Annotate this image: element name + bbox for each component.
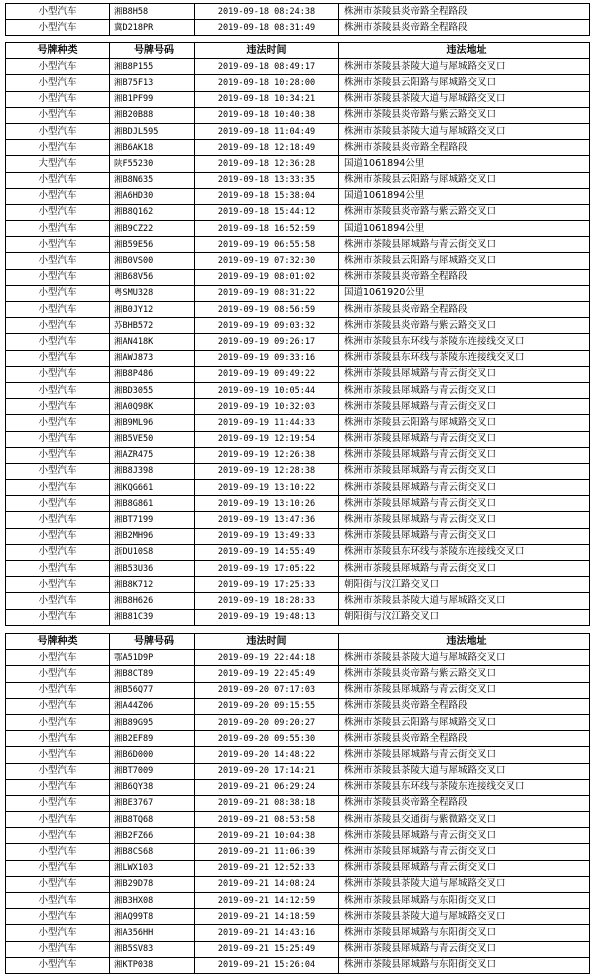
table-header-row [6,43,590,59]
violation-time-cell: 2019-09-18 08:49:17 [195,59,339,75]
vehicle-type-cell: 小型汽车 [6,561,110,577]
violation-time-cell: 2019-09-21 14:08:24 [195,876,339,892]
violation-address-cell: 株洲市茶陵县茶陵大道与犀城路交叉口 [339,91,590,107]
violation-time-cell: 2019-09-19 09:33:16 [195,350,339,366]
violation-address-cell: 株洲市茶陵县犀城路与青云街交叉口 [339,528,590,544]
violation-time-cell: 2019-09-19 19:48:13 [195,609,339,625]
violation-address-cell: 朝阳街与汶江路交叉口 [339,609,590,625]
plate-number-cell: 湘B53U36 [110,561,195,577]
vehicle-type-cell: 小型汽车 [6,302,110,318]
table-row [6,747,590,763]
vehicle-type-cell: 小型汽车 [6,4,110,20]
violation-address-cell: 株洲市茶陵县炎帝路全程路段 [339,140,590,156]
vehicle-type-cell: 小型汽车 [6,650,110,666]
plate-number-cell: 陕F55230 [110,156,195,172]
table-row [6,123,590,139]
violation-address-cell: 株洲市茶陵县犀城路与东阳街交叉口 [339,893,590,909]
vehicle-type-cell: 小型汽车 [6,698,110,714]
plate-number-cell: 鄂A51D9P [110,650,195,666]
violation-time-cell: 2019-09-18 10:34:21 [195,91,339,107]
plate-number-cell: 浙DU10S8 [110,544,195,560]
vehicle-type-cell: 小型汽车 [6,463,110,479]
table-header-row [6,634,590,650]
table-row [6,876,590,892]
table-row [6,957,590,973]
plate-number-cell: 湘BDJL595 [110,123,195,139]
vehicle-type-cell: 小型汽车 [6,795,110,811]
violation-address-cell: 株洲市茶陵县犀城路与青云街交叉口 [339,561,590,577]
violation-address-cell: 株洲市茶陵县云阳路与犀城路交叉口 [339,714,590,730]
violation-address-cell: 株洲市茶陵县炎帝路与紫云路交叉口 [339,107,590,123]
table-row [6,172,590,188]
table-row [6,204,590,220]
plate-number-cell: 湘B56Q77 [110,682,195,698]
plate-number-cell: 湘B1PF99 [110,91,195,107]
vehicle-type-cell: 小型汽车 [6,172,110,188]
violation-address-cell: 株洲市茶陵县犀城路与青云街交叉口 [339,860,590,876]
table-row [6,731,590,747]
vehicle-type-cell: 小型汽车 [6,763,110,779]
plate-number-cell: 湘AZR475 [110,447,195,463]
violation-address-cell: 株洲市茶陵县炎帝路与紫云路交叉口 [339,204,590,220]
plate-number-cell: 湘B89G95 [110,714,195,730]
table-row [6,795,590,811]
vehicle-type-cell: 小型汽车 [6,593,110,609]
plate-number-cell: 粤SMU328 [110,285,195,301]
violation-time-cell: 2019-09-18 10:40:38 [195,107,339,123]
violation-address-cell: 株洲市茶陵县茶陵大道与犀城路交叉口 [339,763,590,779]
violation-address-cell: 国道1061894公里 [339,221,590,237]
table-row [6,20,590,36]
plate-number-cell: 湘B29D78 [110,876,195,892]
violation-time-cell: 2019-09-18 11:04:49 [195,123,339,139]
vehicle-type-cell: 小型汽车 [6,747,110,763]
violation-address-cell: 株洲市茶陵县东环线与茶陵东连接线交叉口 [339,334,590,350]
violation-address-cell: 株洲市茶陵县犀城路与青云街交叉口 [339,496,590,512]
plate-number-cell: 湘B8H58 [110,4,195,20]
plate-number-cell: 湘B59E56 [110,237,195,253]
vehicle-type-cell: 小型汽车 [6,415,110,431]
violation-time-cell: 2019-09-19 09:49:22 [195,366,339,382]
vehicle-type-cell: 小型汽车 [6,577,110,593]
violation-time-cell: 2019-09-19 11:44:33 [195,415,339,431]
table-row [6,698,590,714]
violation-time-cell: 2019-09-19 14:55:49 [195,544,339,560]
vehicle-type-cell: 大型汽车 [6,156,110,172]
table-row [6,463,590,479]
plate-number-cell: 湘AN418K [110,334,195,350]
plate-number-cell: 湘A6HD30 [110,188,195,204]
vehicle-type-cell: 小型汽车 [6,828,110,844]
violation-time-cell: 2019-09-21 15:25:49 [195,941,339,957]
table-row [6,714,590,730]
plate-number-cell: 湘B6AK18 [110,140,195,156]
table-row [6,763,590,779]
plate-number-cell: 湘B9CZ22 [110,221,195,237]
table-row [6,366,590,382]
plate-number-cell: 湘AQ99T8 [110,909,195,925]
violation-time-cell: 2019-09-18 08:31:49 [195,20,339,36]
plate-number-cell: 湘B68V56 [110,269,195,285]
vehicle-type-cell: 小型汽车 [6,512,110,528]
table-row [6,682,590,698]
violation-address-cell: 株洲市茶陵县犀城路与青云街交叉口 [339,237,590,253]
vehicle-type-cell: 小型汽车 [6,366,110,382]
violation-time-cell: 2019-09-19 18:28:33 [195,593,339,609]
table-row [6,318,590,334]
violation-address-cell: 株洲市茶陵县东环线与茶陵东连接线交叉口 [339,779,590,795]
violation-table-middle [5,42,590,626]
violation-address-cell: 株洲市茶陵县东环线与茶陵东连接线交叉口 [339,544,590,560]
vehicle-type-cell: 小型汽车 [6,609,110,625]
violation-table-bottom [5,633,590,974]
table-row [6,577,590,593]
vehicle-type-cell: 小型汽车 [6,480,110,496]
violation-time-cell: 2019-09-18 15:44:12 [195,204,339,220]
vehicle-type-cell: 小型汽车 [6,318,110,334]
vehicle-type-cell: 小型汽车 [6,123,110,139]
vehicle-type-cell: 小型汽车 [6,75,110,91]
plate-number-cell: 湘B9ML96 [110,415,195,431]
plate-number-cell: 湘B6QY38 [110,779,195,795]
plate-number-cell: 湘B8K712 [110,577,195,593]
violation-time-cell: 2019-09-20 09:20:27 [195,714,339,730]
vehicle-type-cell: 小型汽车 [6,812,110,828]
plate-number-cell: 湘B6D000 [110,747,195,763]
plate-number-cell: 湘B0VS00 [110,253,195,269]
violation-address-cell: 株洲市茶陵县炎帝路全程路段 [339,269,590,285]
plate-number-cell: 湘B20B88 [110,107,195,123]
violation-address-cell: 株洲市茶陵县茶陵大道与犀城路交叉口 [339,59,590,75]
plate-number-cell: 湘B5SV83 [110,941,195,957]
table-row [6,269,590,285]
table-row [6,496,590,512]
table-row [6,812,590,828]
violation-table-top [5,3,590,36]
violation-address-cell: 株洲市茶陵县东环线与茶陵东连接线交叉口 [339,350,590,366]
vehicle-type-cell: 小型汽车 [6,204,110,220]
vehicle-type-cell: 小型汽车 [6,91,110,107]
table-row [6,941,590,957]
table-row [6,140,590,156]
vehicle-type-cell: 小型汽车 [6,253,110,269]
violation-address-cell: 株洲市茶陵县炎帝路全程路段 [339,698,590,714]
vehicle-type-cell: 小型汽车 [6,334,110,350]
table-row [6,431,590,447]
violation-time-cell: 2019-09-21 11:06:39 [195,844,339,860]
table-row [6,59,590,75]
violation-time-cell: 2019-09-19 08:01:02 [195,269,339,285]
violation-time-cell: 2019-09-20 14:48:22 [195,747,339,763]
violation-address-cell: 株洲市茶陵县交通街与紫微路交叉口 [339,812,590,828]
table-row [6,399,590,415]
violation-address-cell: 株洲市茶陵县茶陵大道与犀城路交叉口 [339,650,590,666]
violation-time-cell: 2019-09-19 22:45:49 [195,666,339,682]
violation-address-cell: 株洲市茶陵县犀城路与东阳街交叉口 [339,957,590,973]
violation-time-cell: 2019-09-21 06:29:24 [195,779,339,795]
vehicle-type-cell: 小型汽车 [6,957,110,973]
violation-address-cell: 株洲市茶陵县犀城路与青云街交叉口 [339,941,590,957]
vehicle-type-cell: 小型汽车 [6,188,110,204]
table-row [6,221,590,237]
vehicle-type-cell: 小型汽车 [6,399,110,415]
header-vehicle-type: 号牌种类 [6,43,110,59]
vehicle-type-cell: 小型汽车 [6,107,110,123]
violation-address-cell: 株洲市茶陵县云阳路与犀城路交叉口 [339,172,590,188]
violation-address-cell: 株洲市茶陵县云阳路与犀城路交叉口 [339,415,590,431]
violation-time-cell: 2019-09-19 13:47:36 [195,512,339,528]
header-plate-number: 号牌号码 [110,634,195,650]
violation-address-cell: 株洲市茶陵县犀城路与青云街交叉口 [339,382,590,398]
header-violation-time: 违法时间 [195,634,339,650]
violation-time-cell: 2019-09-19 08:31:22 [195,285,339,301]
table-row [6,828,590,844]
vehicle-type-cell: 小型汽车 [6,876,110,892]
table-row [6,4,590,20]
violation-address-cell: 株洲市茶陵县炎帝路全程路段 [339,302,590,318]
violation-time-cell: 2019-09-19 09:26:17 [195,334,339,350]
violation-address-cell: 株洲市茶陵县云阳路与犀城路交叉口 [339,75,590,91]
table-row [6,666,590,682]
table-row [6,237,590,253]
vehicle-type-cell: 小型汽车 [6,447,110,463]
plate-number-cell: 湘B8P155 [110,59,195,75]
violation-time-cell: 2019-09-21 12:52:33 [195,860,339,876]
table-row [6,415,590,431]
violation-time-cell: 2019-09-18 15:38:04 [195,188,339,204]
violation-time-cell: 2019-09-20 07:17:03 [195,682,339,698]
violation-address-cell: 株洲市茶陵县炎帝路全程路段 [339,4,590,20]
table-row [6,107,590,123]
violation-time-cell: 2019-09-19 07:32:30 [195,253,339,269]
violation-time-cell: 2019-09-19 13:10:26 [195,496,339,512]
table-row [6,480,590,496]
plate-number-cell: 湘A356HH [110,925,195,941]
plate-number-cell: 湘B8N635 [110,172,195,188]
violation-address-cell: 株洲市茶陵县犀城路与青云街交叉口 [339,480,590,496]
violation-time-cell: 2019-09-20 17:14:21 [195,763,339,779]
violation-address-cell: 朝阳街与汶江路交叉口 [339,577,590,593]
table-row [6,253,590,269]
vehicle-type-cell: 小型汽车 [6,496,110,512]
violation-time-cell: 2019-09-19 22:44:18 [195,650,339,666]
violation-address-cell: 国道1061920公里 [339,285,590,301]
vehicle-type-cell: 小型汽车 [6,20,110,36]
violation-time-cell: 2019-09-21 08:38:18 [195,795,339,811]
violation-time-cell: 2019-09-21 15:26:04 [195,957,339,973]
plate-number-cell: 湘B0JY12 [110,302,195,318]
plate-number-cell: 湘B8J398 [110,463,195,479]
violation-address-cell: 株洲市茶陵县茶陵大道与犀城路交叉口 [339,123,590,139]
table-row [6,91,590,107]
violation-address-cell: 株洲市茶陵县炎帝路全程路段 [339,20,590,36]
vehicle-type-cell: 小型汽车 [6,941,110,957]
violation-time-cell: 2019-09-19 13:49:33 [195,528,339,544]
violation-address-cell: 株洲市茶陵县犀城路与东阳街交叉口 [339,925,590,941]
violation-address-cell: 株洲市茶陵县茶陵大道与犀城路交叉口 [339,876,590,892]
violation-time-cell: 2019-09-19 12:28:38 [195,463,339,479]
plate-number-cell: 湘B2EF89 [110,731,195,747]
header-plate-number: 号牌号码 [110,43,195,59]
table-row [6,925,590,941]
table-row [6,650,590,666]
table-row [6,561,590,577]
plate-number-cell: 湘B8P486 [110,366,195,382]
violation-time-cell: 2019-09-21 08:53:58 [195,812,339,828]
vehicle-type-cell: 小型汽车 [6,666,110,682]
vehicle-type-cell: 小型汽车 [6,714,110,730]
table-row [6,285,590,301]
table-row [6,75,590,91]
plate-number-cell: 湘B75F13 [110,75,195,91]
violation-address-cell: 株洲市茶陵县犀城路与青云街交叉口 [339,399,590,415]
vehicle-type-cell: 小型汽车 [6,528,110,544]
table-row [6,779,590,795]
table-row [6,447,590,463]
plate-number-cell: 湘AWJ873 [110,350,195,366]
violation-address-cell: 株洲市茶陵县犀城路与青云街交叉口 [339,447,590,463]
vehicle-type-cell: 小型汽车 [6,269,110,285]
plate-number-cell: 湘B3HX08 [110,893,195,909]
violation-time-cell: 2019-09-19 12:26:38 [195,447,339,463]
violation-time-cell: 2019-09-21 14:12:59 [195,893,339,909]
violation-address-cell: 株洲市茶陵县犀城路与青云街交叉口 [339,747,590,763]
plate-number-cell: 湘B8TQ68 [110,812,195,828]
table-row [6,382,590,398]
plate-number-cell: 湘B8H626 [110,593,195,609]
vehicle-type-cell: 小型汽车 [6,59,110,75]
vehicle-type-cell: 小型汽车 [6,431,110,447]
vehicle-type-cell: 小型汽车 [6,844,110,860]
violation-time-cell: 2019-09-21 14:43:16 [195,925,339,941]
violation-address-cell: 国道1061894公里 [339,156,590,172]
plate-number-cell: 湘BE3767 [110,795,195,811]
vehicle-type-cell: 小型汽车 [6,285,110,301]
table-row [6,893,590,909]
plate-number-cell: 湘BT7009 [110,763,195,779]
plate-number-cell: 湘KQG661 [110,480,195,496]
vehicle-type-cell: 小型汽车 [6,350,110,366]
plate-number-cell: 湘A0Q98K [110,399,195,415]
vehicle-type-cell: 小型汽车 [6,779,110,795]
plate-number-cell: 湘B8G861 [110,496,195,512]
violation-address-cell: 株洲市茶陵县犀城路与青云街交叉口 [339,682,590,698]
vehicle-type-cell: 小型汽车 [6,221,110,237]
table-row [6,844,590,860]
violation-time-cell: 2019-09-19 06:55:58 [195,237,339,253]
violation-time-cell: 2019-09-18 10:28:00 [195,75,339,91]
plate-number-cell: 湘A44Z06 [110,698,195,714]
violation-time-cell: 2019-09-19 10:05:44 [195,382,339,398]
plate-number-cell: 湘B2FZ66 [110,828,195,844]
violation-time-cell: 2019-09-18 13:33:35 [195,172,339,188]
violation-address-cell: 株洲市茶陵县茶陵大道与犀城路交叉口 [339,909,590,925]
table-row [6,609,590,625]
plate-number-cell: 湘B8CS68 [110,844,195,860]
vehicle-type-cell: 小型汽车 [6,382,110,398]
plate-number-cell: 湘BT7199 [110,512,195,528]
vehicle-type-cell: 小型汽车 [6,925,110,941]
violation-address-cell: 株洲市茶陵县犀城路与青云街交叉口 [339,366,590,382]
table-row [6,334,590,350]
vehicle-type-cell: 小型汽车 [6,860,110,876]
plate-number-cell: 湘KTP038 [110,957,195,973]
violation-time-cell: 2019-09-19 10:32:03 [195,399,339,415]
violation-address-cell: 株洲市茶陵县犀城路与青云街交叉口 [339,463,590,479]
violation-time-cell: 2019-09-21 10:04:38 [195,828,339,844]
table-row [6,350,590,366]
violation-time-cell: 2019-09-19 12:19:54 [195,431,339,447]
table-row [6,593,590,609]
plate-number-cell: 湘B2MH96 [110,528,195,544]
violation-time-cell: 2019-09-18 08:24:38 [195,4,339,20]
vehicle-type-cell: 小型汽车 [6,544,110,560]
vehicle-type-cell: 小型汽车 [6,237,110,253]
violation-time-cell: 2019-09-18 12:18:49 [195,140,339,156]
violation-address-cell: 株洲市茶陵县茶陵大道与犀城路交叉口 [339,593,590,609]
violation-time-cell: 2019-09-19 13:10:22 [195,480,339,496]
plate-number-cell: 湘BD3055 [110,382,195,398]
plate-number-cell: 湘B8CT89 [110,666,195,682]
violation-time-cell: 2019-09-20 09:55:30 [195,731,339,747]
vehicle-type-cell: 小型汽车 [6,909,110,925]
plate-number-cell: 湘B5VE50 [110,431,195,447]
violation-time-cell: 2019-09-19 09:03:32 [195,318,339,334]
table-row [6,512,590,528]
table-row [6,302,590,318]
header-violation-address: 违法地址 [339,634,590,650]
violation-address-cell: 株洲市茶陵县炎帝路与紫云路交叉口 [339,666,590,682]
plate-number-cell: 冀D218PR [110,20,195,36]
violation-time-cell: 2019-09-19 17:05:22 [195,561,339,577]
violation-time-cell: 2019-09-19 17:25:33 [195,577,339,593]
violation-time-cell: 2019-09-18 12:36:28 [195,156,339,172]
violation-address-cell: 株洲市茶陵县犀城路与青云街交叉口 [339,828,590,844]
plate-number-cell: 湘LWX103 [110,860,195,876]
header-vehicle-type: 号牌种类 [6,634,110,650]
table-row [6,156,590,172]
violation-time-cell: 2019-09-18 16:52:59 [195,221,339,237]
violation-address-cell: 株洲市茶陵县炎帝路全程路段 [339,731,590,747]
table-row [6,188,590,204]
violation-address-cell: 株洲市茶陵县云阳路与犀城路交叉口 [339,253,590,269]
violation-time-cell: 2019-09-21 14:18:59 [195,909,339,925]
vehicle-type-cell: 小型汽车 [6,682,110,698]
table-row [6,860,590,876]
table-row [6,528,590,544]
violation-time-cell: 2019-09-20 09:15:55 [195,698,339,714]
plate-number-cell: 湘B8Q162 [110,204,195,220]
header-violation-address: 违法地址 [339,43,590,59]
table-row [6,909,590,925]
violation-address-cell: 国道1061894公里 [339,188,590,204]
violation-address-cell: 株洲市茶陵县炎帝路全程路段 [339,795,590,811]
table-row [6,544,590,560]
vehicle-type-cell: 小型汽车 [6,893,110,909]
plate-number-cell: 苏BHB572 [110,318,195,334]
vehicle-type-cell: 小型汽车 [6,731,110,747]
header-violation-time: 违法时间 [195,43,339,59]
violation-address-cell: 株洲市茶陵县犀城路与青云街交叉口 [339,844,590,860]
plate-number-cell: 湘B81C39 [110,609,195,625]
vehicle-type-cell: 小型汽车 [6,140,110,156]
violation-address-cell: 株洲市茶陵县犀城路与青云街交叉口 [339,431,590,447]
violation-time-cell: 2019-09-19 08:56:59 [195,302,339,318]
violation-address-cell: 株洲市茶陵县炎帝路与紫云路交叉口 [339,318,590,334]
violation-address-cell: 株洲市茶陵县犀城路与青云街交叉口 [339,512,590,528]
